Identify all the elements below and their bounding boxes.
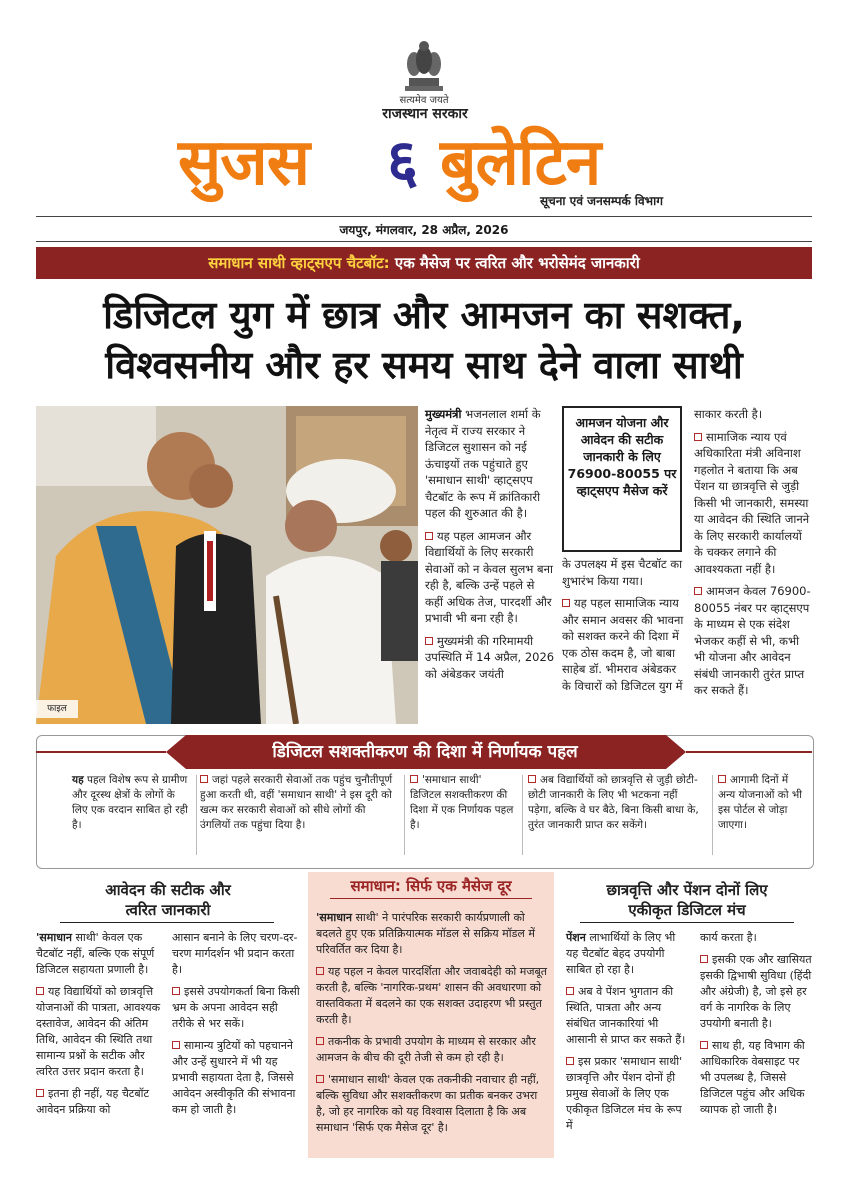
bullet-square-icon (562, 599, 570, 607)
right-section-column-a (566, 930, 686, 1140)
divider (404, 775, 405, 855)
paragraph-text: यह पहल आमजन और विद्यार्थियों के लिए सरकारी सेवाओं को न केवल सुलभ बना रही है, बल्कि उन्हें पहले से कहीं अधिक तेज, पारदर्शी और प्रभावी भी बना रही है। (425, 528, 553, 625)
department-name: सूचना एवं जनसम्पर्क विभाग (540, 194, 663, 208)
section-2-title: डिजिटल सशक्तीकरण की दिशा में निर्णायक पहल (272, 742, 578, 762)
paragraph-text: यह पहल न केवल पारदर्शिता और जवाबदेही को मजबूत करती है, बल्कि 'नागरिक-प्रथम' शासन की अवधारणा को वास्तविकता में बदलने का एक सशक्त उदाहरण भी प्रस्तुत करती है। (316, 965, 548, 1026)
title-underline (330, 898, 532, 899)
logo-symbol: ६ (387, 127, 419, 197)
bullet-square-icon (36, 987, 44, 995)
bullet-square-icon (700, 1041, 708, 1049)
bullet-square-icon (316, 1075, 324, 1083)
item-text: जहां पहले सरकारी सेवाओं तक पहुंच चुनौतीपूर्ण हुआ करती थी, वहीं 'समाधान साथी' ने इस दूरी को खत्म कर सरकारी सेवाओं को सीधे लोगों की उंगलियों तक पहुंचा दिया है। (200, 774, 393, 831)
government-name: राजस्थान सरकार (382, 106, 468, 122)
paragraph-text: इस प्रकार 'समाधान साथी' छात्रवृत्ति और पेंशन दोनों ही प्रमुख सेवाओं के लिए एक एकीकृत डिजिटल मंच के रूप में (566, 1055, 683, 1132)
bullet-square-icon (694, 587, 702, 595)
paragraph-text: साथी' केवल एक चैटबॉट नहीं, बल्कि एक संपूर्ण डिजिटल सहायता प्रणाली है। (36, 931, 155, 976)
item-text: 'समाधान साथी' डिजिटल सशक्तीकरण की दिशा में एक निर्णायक पहल है। (410, 774, 514, 831)
paragraph: के उपलक्ष्य में इस चैटबॉट का शुभारंभ किया गया। (562, 557, 683, 588)
paragraph-text: सामान्य त्रुटियों को पहचानने और उन्हें सुधारने में भी यह प्रभावी सहायता देता है, जिससे आवेदन अस्वीकृति की संभावना कम हो जाती है। (172, 1039, 296, 1116)
paragraph (562, 595, 686, 694)
title-line-1: छात्रवृत्ति और पेंशन दोनों लिए (606, 881, 768, 899)
item-text: पहल विशेष रूप से ग्रामीण और दूरस्थ क्षेत्रों के लोगों के लिए एक वरदान साबित हो रही है। (72, 774, 188, 831)
paragraph (566, 930, 686, 978)
title-underline (580, 922, 794, 923)
main-headline (36, 290, 812, 390)
paragraph: कार्य करता है। (700, 931, 757, 944)
lead-word: पेंशन (566, 931, 586, 944)
photo-illustration (36, 406, 418, 724)
section2-item (410, 773, 514, 833)
section2-item (718, 773, 806, 833)
bullet-square-icon (316, 967, 324, 975)
bullet-square-icon (425, 532, 433, 540)
title-underline (60, 922, 274, 923)
item-text: अब विद्यार्थियों को छात्रवृत्ति से जुड़ी छोटी-छोटी जानकारी के लिए भी भटकना नहीं पड़ेगा, बल्कि वे घर बैठे, बिना किसी बाधा के, तुरंत जानकारी प्राप्त कर सकेंगे। (528, 774, 699, 831)
middle-section-title: समाधान: सिर्फ एक मैसेज दूर (350, 877, 512, 895)
bullet-square-icon (200, 775, 208, 783)
paragraph (36, 1086, 164, 1118)
paragraph (316, 1072, 548, 1136)
paragraph-text: 'समाधान साथी' केवल एक तकनीकी नवाचार ही नहीं, बल्कि सुविधा और सशक्तीकरण का प्रतीक बनकर उभरा है, जो हर नागरिक को यह विश्वास दिलाता है कि अब समाधान 'सिर्फ एक मैसेज दूर' है। (316, 1073, 540, 1134)
paragraph (36, 984, 164, 1080)
divider (522, 775, 523, 855)
lead-word: 'समाधान (36, 931, 72, 944)
paragraph (36, 930, 164, 978)
bullet-square-icon (528, 775, 536, 783)
paragraph: साकार करती है। (694, 407, 763, 421)
paragraph (425, 528, 555, 627)
paragraph (700, 1038, 812, 1118)
emblem-motto: सत्यमेव जयते (399, 95, 449, 106)
paragraph-text: यह पहल सामाजिक न्याय और समान अवसर की भावना को सशक्त करने की दिशा में एक ठोस कदम है, जो बाबा साहेब डॉ. भीमराव अंबेडकर के विचारों को डिजिटल युग में (562, 596, 684, 693)
banner-text: एक मैसेज पर त्वरित और भरोसेमंद जानकारी (389, 254, 640, 272)
paragraph (694, 583, 812, 699)
paragraph: आसान बनाने के लिए चरण-दर-चरण मार्गदर्शन भी प्रदान करता है। (172, 931, 298, 976)
paragraph-text: अब वे पेंशन भुगतान की स्थिति, पात्रता और अन्य संबंधित जानकारियां भी आसानी से प्राप्त कर सकते हैं। (566, 985, 686, 1046)
left-section-title (36, 880, 300, 920)
left-section-column-b (172, 930, 300, 1124)
whatsapp-callout-box: आमजन योजना और आवेदन की सटीक जानकारी के लिए 76900-80055 पर व्हाट्सएप मैसेज करें (562, 406, 682, 552)
item-text: आगामी दिनों में अन्य योजनाओं को भी इस पोर्टल से जोड़ा जाएगा। (718, 774, 802, 831)
paragraph (316, 910, 548, 958)
article-column-3 (694, 406, 812, 705)
bullet-square-icon (172, 1041, 180, 1049)
article-column-1 (425, 406, 555, 688)
section2-item (72, 773, 192, 833)
bullet-square-icon (566, 987, 574, 995)
paragraph (316, 964, 548, 1028)
paragraph (425, 633, 555, 683)
bullet-square-icon (694, 433, 702, 441)
paragraph-text: भजनलाल शर्मा के नेतृत्व में राज्य सरकार ने डिजिटल सुशासन को नई ऊंचाइयों तक पहुंचाते हुए 'समाधान साथी' व्हाट्सएप चैटबॉट के रूप में क्रांतिकारी पहल की शुरुआत की है। (425, 407, 541, 520)
paragraph (425, 406, 555, 522)
dateline-text: जयपुर, मंगलवार, 28 अप्रैल, 2026 (339, 223, 509, 237)
paragraph-text: इससे उपयोगकर्ता बिना किसी भ्रम के अपना आवेदन सही तरीके से भर सकें। (172, 985, 300, 1030)
paragraph (172, 984, 300, 1032)
paragraph (566, 1054, 686, 1134)
logo-word-bulletin: बुलेटिन (440, 126, 601, 200)
paragraph (566, 984, 686, 1048)
news-photo (36, 406, 418, 724)
bullet-square-icon (718, 775, 726, 783)
headline-line-2: विश्वसनीय और हर समय साथ देने वाला साथी (105, 343, 743, 387)
paragraph (694, 429, 812, 578)
left-section-column-a (36, 930, 164, 1124)
dateline (36, 216, 812, 242)
paragraph (316, 1034, 548, 1066)
paragraph (700, 952, 812, 1032)
bullet-square-icon (425, 637, 433, 645)
bullet-square-icon (566, 1057, 574, 1065)
title-line-2: त्वरित जानकारी (125, 901, 211, 919)
logo-word-sujas: सुजस (178, 126, 310, 200)
paragraph-text: मुख्यमंत्री की गरिमामयी उपस्थिति में 14 अप्रैल, 2026 को अंबेडकर जयंती (425, 633, 555, 681)
section2-item (200, 773, 396, 833)
bullet-square-icon (172, 987, 180, 995)
paragraph-text: इसकी एक और खासियत इसकी द्विभाषी सुविधा (हिंदी और अंग्रेजी) है, जो इसे हर वर्ग के नागरिक के लिए उपयोगी बनाती है। (700, 953, 812, 1030)
lead-word: यह (72, 774, 84, 786)
bullet-square-icon (410, 775, 418, 783)
middle-section-text (316, 910, 548, 1142)
banner-highlight: समाधान साथी व्हाट्सएप चैटबॉट: (208, 254, 390, 272)
bullet-square-icon (700, 955, 708, 963)
paragraph (172, 1038, 300, 1118)
paragraph-text: यह विद्यार्थियों को छात्रवृत्ति योजनाओं की पात्रता, आवश्यक दस्तावेज, आवेदन की अंतिम तिथि, आवेदन की स्थिति तथा सामान्य प्रश्नों के सटीक और त्वरित उत्तर प्रदान करता है। (36, 985, 161, 1078)
lead-word: मुख्यमंत्री (425, 407, 462, 421)
national-emblem-icon (401, 38, 447, 94)
title-line-2: एकीकृत डिजिटल मंच (628, 901, 746, 919)
headline-line-1: डिजिटल युग में छात्र और आमजन का सशक्त, (103, 293, 745, 337)
paragraph-text: तकनीक के प्रभावी उपयोग के माध्यम से सरकार और आमजन के बीच की दूरी तेजी से कम हो रही है। (316, 1035, 536, 1064)
paragraph-text: इतना ही नहीं, यह चैटबॉट आवेदन प्रक्रिया को (36, 1087, 150, 1116)
right-section-column-b (700, 930, 812, 1124)
divider (712, 775, 713, 855)
bullet-square-icon (36, 1089, 44, 1097)
divider (196, 775, 197, 855)
lead-word: 'समाधान (316, 911, 352, 924)
article-column-2 (562, 556, 686, 700)
paragraph-text: साथ ही, यह विभाग की आधिकारिक वेबसाइट पर भी उपलब्ध है, जिससे डिजिटल पहुंच और अधिक व्यापक हो जाती है। (700, 1039, 805, 1116)
paragraph-text: सामाजिक न्याय एवं अधिकारिता मंत्री अविनाश गहलोत ने बताया कि अब पेंशन या छात्रवृत्ति से जुड़ी किसी भी जानकारी, समस्या या आवेदन की स्थिति जानने के लिए सरकारी कार्यालयों के चक्कर लगाने की आवश्यकता नहीं है। (694, 429, 810, 576)
paragraph-text: आमजन केवल 76900-80055 नंबर पर व्हाट्सएप के माध्यम से एक संदेश भेजकर कहीं से भी, कभी भी योजना और आवेदन संबंधी जानकारी तुरंत प्राप्त कर सकते हैं। (694, 584, 811, 697)
bullet-square-icon (316, 1037, 324, 1045)
section2-item (528, 773, 704, 833)
right-section-title (562, 880, 812, 920)
photo-caption: फाइल (36, 700, 78, 718)
top-banner (36, 247, 812, 279)
paragraph-text: लाभार्थियों के लिए भी यह चैटबॉट बेहद उपयोगी साबित हो रहा है। (566, 931, 676, 976)
paragraph-text: साथी' ने पारंपरिक सरकारी कार्यप्रणाली को बदलते हुए एक प्रतिक्रियात्मक मॉडल से सक्रिय मॉडल में परिवर्तित कर दिया है। (316, 911, 535, 956)
title-line-1: आवेदन की सटीक और (105, 881, 231, 899)
